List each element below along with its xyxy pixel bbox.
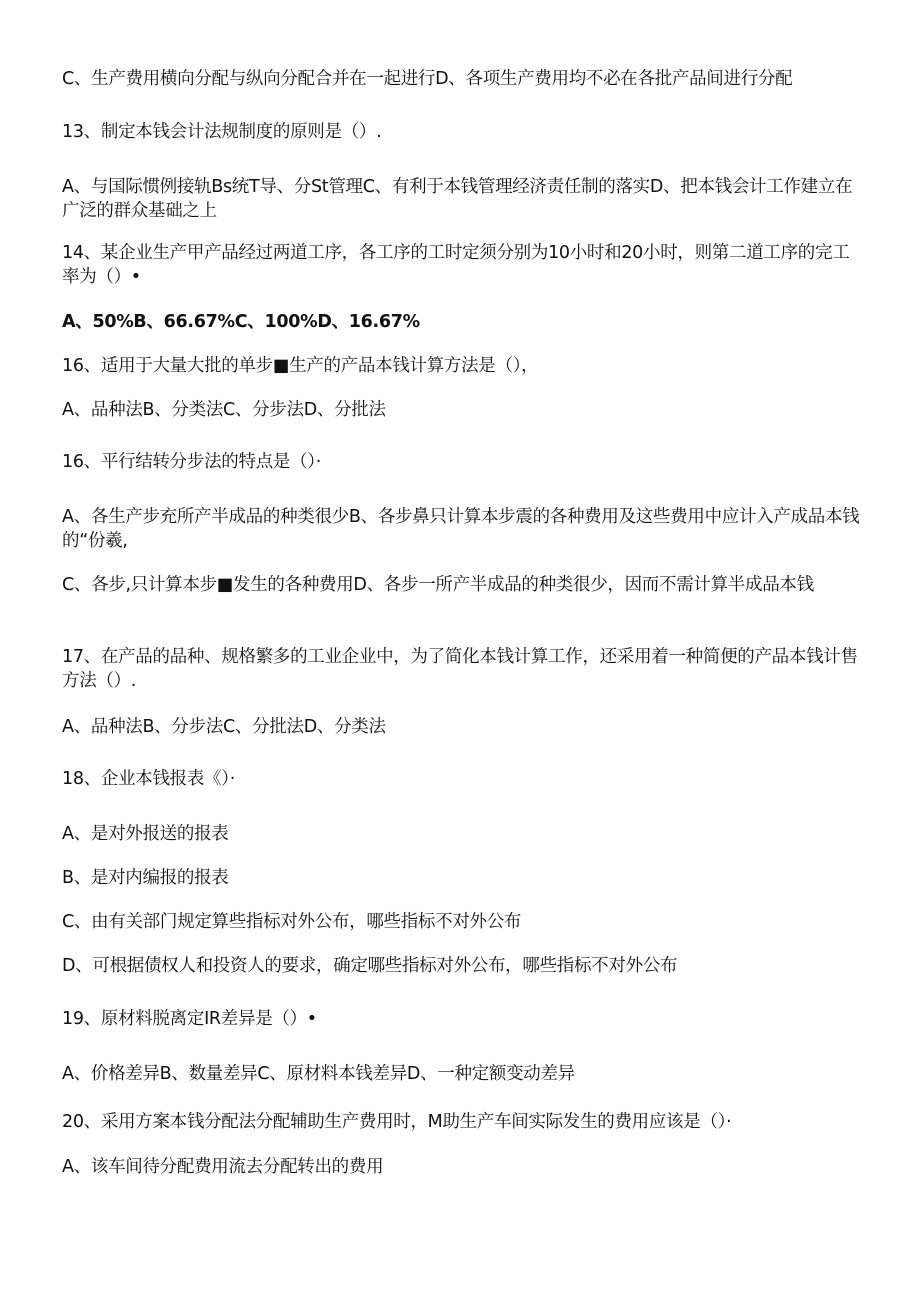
question-18-option-c: C、由有关部门规定算些指标对外公布，哪些指标不对外公布 <box>62 912 522 932</box>
question-13: 13、制定本钱会计法规制度的原则是（）. <box>62 122 382 142</box>
question-18-option-b: B、是对内编报的报表 <box>62 868 229 888</box>
question-19: 19、原材料脱离定IR差异是（）• <box>62 1009 317 1029</box>
question-18: 18、企业本钱报表《）· <box>62 769 235 789</box>
question-14: 14、某企业生产甲产品经过两道工序，各工序的工时定须分别为10小时和20小时，则第二道工序的完工率为（）• <box>62 243 850 287</box>
question-19-options: A、价格差异B、数量差异C、原材料本钱差异D、一种定额变动差异 <box>62 1064 575 1084</box>
question-13-options: A、与国际惯例接轨Bs统T导、分St管理C、有利于本钱管理经济责任制的落实D、把本钱会计工作建立在广泛的群众基础之上 <box>62 177 853 221</box>
question-18-option-d: D、可根据债权人和投资人的要求，确定哪些指标对外公布，哪些指标不对外公布 <box>62 956 678 976</box>
question-16b: 16、平行结转分步法的特点是（）· <box>62 452 321 472</box>
question-20: 20、采用方案本钱分配法分配辅助生产费用时，M助生产车间实际发生的费用应该是（）· <box>62 1112 732 1132</box>
question-14-options: A、50%B、66.67%C、100%D、16.67% <box>62 312 420 332</box>
question-17: 17、在产品的品种、规格繁多的工业企业中，为了简化本钱计算工作，还采用着一种简便的产品本钱计售方法（）. <box>62 647 858 691</box>
question-18-option-a: A、是对外报送的报表 <box>62 824 229 844</box>
question-16a: 16、适用于大量大批的单步■生产的产品本钱计算方法是（）， <box>62 356 539 376</box>
question-17-options: A、品种法B、分步法C、分批法D、分类法 <box>62 717 386 737</box>
question-16b-options-ab: A、各生产步充所产半成品的种类很少B、各步鼻只计算本步震的各种费用及这些费用中应计入产成品本钱的“份羲, <box>62 507 860 551</box>
question-16a-options: A、品种法B、分类法C、分步法D、分批法 <box>62 400 386 420</box>
question-20-option-a: A、该车间待分配费用流去分配转出的费用 <box>62 1157 384 1177</box>
question-16b-options-cd: C、各步,只计算本步■发生的各种费用D、各步一所产半成品的种类很少，因而不需计算半成品本钱 <box>62 575 814 595</box>
text-line-option-c-d: C、生产费用横向分配与纵向分配合并在一起进行D、各项生产费用均不必在各批产品间进行分配 <box>62 69 793 89</box>
